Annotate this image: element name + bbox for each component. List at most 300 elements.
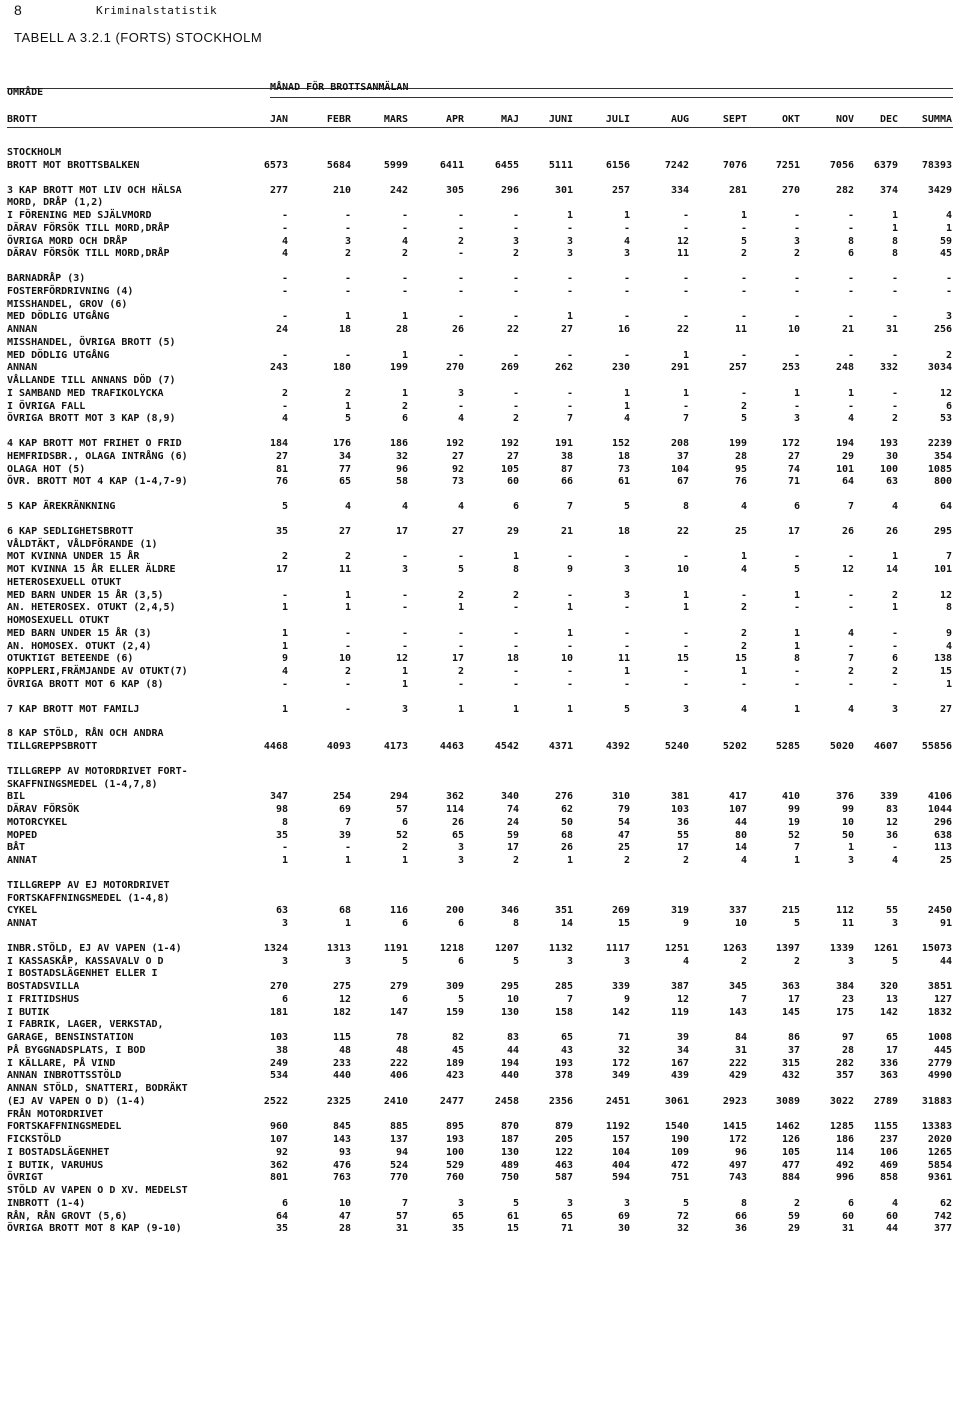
cell-month-7: 16: [617, 324, 630, 335]
cell-month-4: -: [457, 628, 464, 639]
cell-month-2: 10: [338, 1198, 351, 1209]
table-row: [0, 1069, 960, 1082]
cell-month-5: 130: [500, 1147, 519, 1158]
row-label: AN. HOMOSEX. OTUKT (2,4): [7, 641, 152, 652]
row-label: ÖVRIGA BROTT MOT 3 KAP (8,9): [7, 413, 176, 424]
cell-month-9: 7076: [722, 160, 747, 171]
cell-month-10: 71: [787, 476, 800, 487]
cell-month-7: 3: [623, 564, 630, 575]
cell-summa: 113: [933, 842, 952, 853]
cell-month-2: -: [344, 286, 351, 297]
cell-month-11: 6: [847, 248, 854, 259]
cell-month-8: 22: [676, 526, 689, 537]
cell-month-7: 1: [623, 401, 630, 412]
cell-month-2: -: [344, 641, 351, 652]
cell-month-11: 23: [841, 994, 854, 1005]
cell-month-3: 3: [401, 704, 408, 715]
cell-month-8: -: [682, 628, 689, 639]
cell-month-9: 8: [740, 1198, 747, 1209]
cell-month-9: 172: [728, 1134, 747, 1145]
cell-month-10: -: [793, 602, 800, 613]
month-header-7: JULI: [605, 114, 630, 125]
cell-month-10: 1462: [775, 1121, 800, 1132]
month-header-2: FEBR: [326, 114, 351, 125]
cell-month-5: 61: [506, 1211, 519, 1222]
cell-month-11: 357: [835, 1070, 854, 1081]
cell-month-11: 1: [847, 842, 854, 853]
cell-month-6: 21: [560, 526, 573, 537]
cell-month-2: 143: [332, 1134, 351, 1145]
cell-month-7: -: [623, 273, 630, 284]
cell-month-10: 172: [781, 438, 800, 449]
cell-month-11: 60: [841, 1211, 854, 1222]
month-header-3: MARS: [383, 114, 408, 125]
cell-month-9: 80: [734, 830, 747, 841]
cell-month-6: 1: [566, 602, 573, 613]
table-row: [0, 967, 960, 980]
cell-month-6: -: [566, 551, 573, 562]
row-label: I BUTIK: [7, 1007, 50, 1018]
cell-month-10: 1: [793, 628, 800, 639]
cell-month-3: 3: [401, 564, 408, 575]
cell-month-12: 1: [891, 551, 898, 562]
cell-month-10: 432: [781, 1070, 800, 1081]
cell-month-12: -: [891, 388, 898, 399]
row-label: ÖVRIGA BROTT MOT 6 KAP (8): [7, 679, 164, 690]
cell-month-2: 10: [338, 653, 351, 664]
cell-month-6: 1: [566, 855, 573, 866]
cell-month-7: 594: [611, 1172, 630, 1183]
cell-month-10: 3: [793, 236, 800, 247]
month-header-10: OKT: [781, 114, 800, 125]
cell-month-7: 79: [617, 804, 630, 815]
cell-month-8: 5: [682, 1198, 689, 1209]
cell-month-6: 68: [560, 830, 573, 841]
cell-month-7: 404: [611, 1160, 630, 1171]
cell-month-4: 45: [451, 1045, 464, 1056]
row-label: MORD, DRÅP (1,2): [7, 197, 104, 208]
cell-month-9: -: [740, 286, 747, 297]
cell-summa: 15073: [921, 943, 952, 954]
cell-month-8: 208: [670, 438, 689, 449]
cell-month-5: -: [512, 286, 519, 297]
table-row: [0, 790, 960, 803]
cell-month-7: -: [623, 679, 630, 690]
cell-month-12: 374: [879, 185, 898, 196]
month-header-6: JUNI: [548, 114, 573, 125]
cell-month-7: 1: [623, 210, 630, 221]
row-label: ANNAT: [7, 855, 38, 866]
cell-month-2: 18: [338, 324, 351, 335]
cell-month-10: 1: [793, 641, 800, 652]
cell-month-8: 72: [676, 1211, 689, 1222]
cell-month-7: 73: [617, 464, 630, 475]
cell-month-4: 35: [451, 1223, 464, 1234]
cell-month-4: 2477: [439, 1096, 464, 1107]
cell-month-2: 275: [332, 981, 351, 992]
cell-month-3: 94: [395, 1147, 408, 1158]
cell-month-10: -: [793, 286, 800, 297]
cell-month-1: -: [281, 311, 288, 322]
cell-month-2: 5: [344, 413, 351, 424]
cell-month-12: 65: [885, 1032, 898, 1043]
cell-month-9: 25: [734, 526, 747, 537]
cell-month-9: 96: [734, 1147, 747, 1158]
table-row: [0, 196, 960, 209]
cell-month-4: 27: [451, 451, 464, 462]
table-row: [0, 665, 960, 678]
row-label: ANNAN: [7, 362, 38, 373]
cell-month-8: 10: [676, 564, 689, 575]
cell-month-12: 8: [891, 248, 898, 259]
cell-month-10: 315: [781, 1058, 800, 1069]
cell-month-4: 92: [451, 464, 464, 475]
cell-month-6: 301: [554, 185, 573, 196]
cell-month-1: 181: [269, 1007, 288, 1018]
cell-month-4: -: [457, 350, 464, 361]
row-label: MOT KVINNA 15 ÅR ELLER ÄLDRE: [7, 564, 176, 575]
cell-month-3: 4: [401, 501, 408, 512]
cell-month-12: 4: [891, 855, 898, 866]
cell-month-11: -: [847, 350, 854, 361]
row-label: SKAFFNINGSMEDEL (1-4,7,8): [7, 779, 158, 790]
row-label: I KASSASKÅP, KASSAVALV O D: [7, 956, 164, 967]
cell-summa: 55856: [921, 741, 952, 752]
cell-month-2: 4093: [326, 741, 351, 752]
cell-month-3: 6: [401, 994, 408, 1005]
table-row: [0, 475, 960, 488]
cell-month-3: 57: [395, 804, 408, 815]
cell-summa: 138: [933, 653, 952, 664]
cell-month-2: 440: [332, 1070, 351, 1081]
cell-summa: -: [945, 273, 952, 284]
cell-month-6: 3: [566, 248, 573, 259]
cell-month-5: 3: [512, 236, 519, 247]
cell-month-6: -: [566, 273, 573, 284]
cell-month-10: 8: [793, 653, 800, 664]
cell-month-11: 101: [835, 464, 854, 475]
row-label: BROTT MOT BROTTSBALKEN: [7, 160, 140, 171]
cell-month-11: 64: [841, 476, 854, 487]
row-label: I FABRIK, LAGER, VERKSTAD,: [7, 1019, 164, 1030]
cell-month-1: 4468: [263, 741, 288, 752]
cell-month-5: 2458: [494, 1096, 519, 1107]
cell-month-3: 32: [395, 451, 408, 462]
cell-month-4: 529: [445, 1160, 464, 1171]
cell-month-9: 1: [740, 551, 747, 562]
cell-month-11: 4: [847, 628, 854, 639]
cell-month-4: -: [457, 210, 464, 221]
cell-month-11: -: [847, 401, 854, 412]
cell-month-9: 281: [728, 185, 747, 196]
cell-month-3: 406: [389, 1070, 408, 1081]
cell-month-5: -: [512, 666, 519, 677]
cell-month-10: -: [793, 311, 800, 322]
cell-summa: 12: [939, 388, 952, 399]
cell-month-10: 1: [793, 388, 800, 399]
table-row: [0, 614, 960, 627]
cell-month-10: 477: [781, 1160, 800, 1171]
cell-month-12: 339: [879, 791, 898, 802]
cell-month-10: 27: [787, 451, 800, 462]
cell-summa: 13383: [921, 1121, 952, 1132]
cell-month-8: 3061: [664, 1096, 689, 1107]
cell-month-2: 28: [338, 1223, 351, 1234]
cell-month-1: 2: [281, 551, 288, 562]
cell-month-4: 200: [445, 905, 464, 916]
cell-month-8: 109: [670, 1147, 689, 1158]
cell-month-1: 3: [281, 956, 288, 967]
cell-month-2: 48: [338, 1045, 351, 1056]
cell-month-11: 996: [835, 1172, 854, 1183]
cell-month-3: -: [401, 590, 408, 601]
cell-month-12: -: [891, 350, 898, 361]
cell-month-10: 5: [793, 918, 800, 929]
cell-month-2: 476: [332, 1160, 351, 1171]
cell-month-11: 3: [847, 956, 854, 967]
cell-month-11: -: [847, 602, 854, 613]
cell-month-5: 83: [506, 1032, 519, 1043]
cell-month-3: 5999: [383, 160, 408, 171]
month-header-11: NOV: [835, 114, 854, 125]
cell-summa: 2779: [927, 1058, 952, 1069]
cell-month-1: 270: [269, 981, 288, 992]
cell-month-4: 82: [451, 1032, 464, 1043]
cell-month-2: 176: [332, 438, 351, 449]
cell-month-7: 157: [611, 1134, 630, 1145]
cell-month-1: -: [281, 223, 288, 234]
row-label: 6 KAP SEDLIGHETSBROTT: [7, 526, 134, 537]
cell-month-2: 47: [338, 1211, 351, 1222]
table-row: [0, 980, 960, 993]
row-label: I BOSTADSLÄGENHET: [7, 1147, 110, 1158]
cell-month-12: 336: [879, 1058, 898, 1069]
cell-month-4: -: [457, 641, 464, 652]
cell-month-6: 1: [566, 628, 573, 639]
cell-month-7: 4392: [605, 741, 630, 752]
cell-summa: 4106: [927, 791, 952, 802]
table-row: [0, 285, 960, 298]
cell-summa: 742: [933, 1211, 952, 1222]
row-label: INBROTT (1-4): [7, 1198, 86, 1209]
cell-month-12: 4: [891, 1198, 898, 1209]
cell-month-4: 17: [451, 653, 464, 664]
cell-month-3: 5: [401, 956, 408, 967]
cell-month-12: 3: [891, 918, 898, 929]
cell-summa: 27: [939, 704, 952, 715]
cell-month-1: 1: [281, 628, 288, 639]
cell-month-8: 319: [670, 905, 689, 916]
cell-month-4: 159: [445, 1007, 464, 1018]
cell-month-5: 269: [500, 362, 519, 373]
row-label: GARAGE, BENSINSTATION: [7, 1032, 134, 1043]
cell-month-10: 7: [793, 842, 800, 853]
cell-month-4: 2: [457, 666, 464, 677]
cell-month-7: -: [623, 602, 630, 613]
cell-month-3: -: [401, 641, 408, 652]
cell-month-6: 378: [554, 1070, 573, 1081]
cell-month-7: 152: [611, 438, 630, 449]
cell-month-5: 296: [500, 185, 519, 196]
cell-month-7: 104: [611, 1147, 630, 1158]
cell-month-2: 69: [338, 804, 351, 815]
row-label: TILLGREPPSBROTT: [7, 741, 98, 752]
cell-month-11: 7: [847, 653, 854, 664]
cell-month-7: 230: [611, 362, 630, 373]
cell-month-8: 39: [676, 1032, 689, 1043]
cell-month-3: 6: [401, 817, 408, 828]
row-label: MOTORCYKEL: [7, 817, 68, 828]
cell-month-8: 104: [670, 464, 689, 475]
cell-month-2: -: [344, 273, 351, 284]
cell-month-8: 439: [670, 1070, 689, 1081]
cell-month-6: -: [566, 679, 573, 690]
cell-month-5: 2: [512, 248, 519, 259]
cell-month-11: 1285: [829, 1121, 854, 1132]
table-row: [0, 1095, 960, 1108]
cell-month-2: 254: [332, 791, 351, 802]
cell-month-11: 11: [841, 918, 854, 929]
cell-month-3: 57: [395, 1211, 408, 1222]
cell-month-2: -: [344, 842, 351, 853]
cell-month-2: 12: [338, 994, 351, 1005]
cell-month-5: 2: [512, 590, 519, 601]
cell-month-12: -: [891, 401, 898, 412]
cell-month-5: 346: [500, 905, 519, 916]
row-label: MOPED: [7, 830, 38, 841]
cell-summa: 6: [945, 401, 952, 412]
cell-month-5: -: [512, 401, 519, 412]
cell-month-11: 7056: [829, 160, 854, 171]
cell-month-9: 1: [740, 666, 747, 677]
cell-month-7: 18: [617, 526, 630, 537]
cell-month-12: 31: [885, 324, 898, 335]
cell-summa: 4990: [927, 1070, 952, 1081]
cell-month-3: 4: [401, 236, 408, 247]
cell-month-9: -: [740, 350, 747, 361]
cell-month-12: 6379: [873, 160, 898, 171]
month-header-12: DEC: [879, 114, 898, 125]
cell-month-6: 587: [554, 1172, 573, 1183]
cell-month-1: 1: [281, 704, 288, 715]
row-label: PÅ BYGGNADSPLATS, I BOD: [7, 1045, 146, 1056]
cell-month-8: 15: [676, 653, 689, 664]
table-row: [0, 412, 960, 425]
cell-month-12: 469: [879, 1160, 898, 1171]
cell-month-4: 270: [445, 362, 464, 373]
cell-month-11: 186: [835, 1134, 854, 1145]
cell-month-9: 143: [728, 1007, 747, 1018]
cell-month-8: 5240: [664, 741, 689, 752]
row-label: BIL: [7, 791, 26, 802]
cell-month-6: -: [566, 388, 573, 399]
cell-month-12: 332: [879, 362, 898, 373]
cell-month-5: 2: [512, 855, 519, 866]
cell-month-9: 11: [734, 324, 747, 335]
cell-summa: 800: [933, 476, 952, 487]
cell-month-7: 3: [623, 248, 630, 259]
cell-month-11: 3022: [829, 1096, 854, 1107]
running-head: Kriminalstatistik: [96, 4, 218, 17]
cell-month-6: -: [566, 350, 573, 361]
cell-month-8: 291: [670, 362, 689, 373]
cell-month-7: 32: [617, 1045, 630, 1056]
cell-month-12: 237: [879, 1134, 898, 1145]
cell-month-8: 1: [682, 590, 689, 601]
cell-month-8: 3: [682, 704, 689, 715]
cell-month-10: -: [793, 273, 800, 284]
cell-month-7: 3: [623, 590, 630, 601]
cell-month-8: 1: [682, 388, 689, 399]
cell-month-6: 10: [560, 653, 573, 664]
cell-month-8: 1540: [664, 1121, 689, 1132]
cell-month-5: 5: [512, 1198, 519, 1209]
row-label: MED BARN UNDER 15 ÅR (3): [7, 628, 152, 639]
cell-month-7: 11: [617, 653, 630, 664]
cell-month-5: 5: [512, 956, 519, 967]
cell-summa: 2020: [927, 1134, 952, 1145]
row-label: MED BARN UNDER 15 ÅR (3,5): [7, 590, 164, 601]
cell-month-5: 4542: [494, 741, 519, 752]
row-label: ANNAN: [7, 324, 38, 335]
table-row: [0, 652, 960, 665]
table-row: [0, 450, 960, 463]
cell-month-9: 4: [740, 855, 747, 866]
cell-summa: 91: [939, 918, 952, 929]
cell-month-9: 4: [740, 501, 747, 512]
cell-month-5: 295: [500, 981, 519, 992]
cell-month-4: 27: [451, 526, 464, 537]
cell-month-6: 463: [554, 1160, 573, 1171]
cell-month-3: 1: [401, 666, 408, 677]
cell-month-11: -: [847, 210, 854, 221]
table-row: [0, 1197, 960, 1210]
cell-month-2: 11: [338, 564, 351, 575]
cell-month-10: -: [793, 223, 800, 234]
cell-month-11: 112: [835, 905, 854, 916]
cell-month-11: 5020: [829, 741, 854, 752]
cell-month-11: -: [847, 551, 854, 562]
cell-month-3: -: [401, 210, 408, 221]
row-label: ÖVRIGT: [7, 1172, 44, 1183]
cell-month-4: 189: [445, 1058, 464, 1069]
cell-summa: 45: [939, 248, 952, 259]
cell-month-11: 4: [847, 413, 854, 424]
cell-month-3: 96: [395, 464, 408, 475]
cell-month-2: 180: [332, 362, 351, 373]
table-row: [0, 247, 960, 260]
cell-month-9: 31: [734, 1045, 747, 1056]
table-row: [0, 576, 960, 589]
cell-summa: 5854: [927, 1160, 952, 1171]
cell-month-10: 1: [793, 590, 800, 601]
cell-month-12: 13: [885, 994, 898, 1005]
cell-month-5: 2: [512, 413, 519, 424]
cell-month-5: 489: [500, 1160, 519, 1171]
table-row: [0, 222, 960, 235]
cell-month-5: -: [512, 311, 519, 322]
cell-month-8: 22: [676, 324, 689, 335]
cell-month-11: -: [847, 590, 854, 601]
cell-month-6: -: [566, 666, 573, 677]
cell-month-12: 100: [879, 464, 898, 475]
cell-month-9: 95: [734, 464, 747, 475]
cell-month-1: 1: [281, 641, 288, 652]
cell-month-9: 199: [728, 438, 747, 449]
cell-month-10: 2: [793, 956, 800, 967]
table-row: [0, 993, 960, 1006]
cell-month-6: -: [566, 223, 573, 234]
